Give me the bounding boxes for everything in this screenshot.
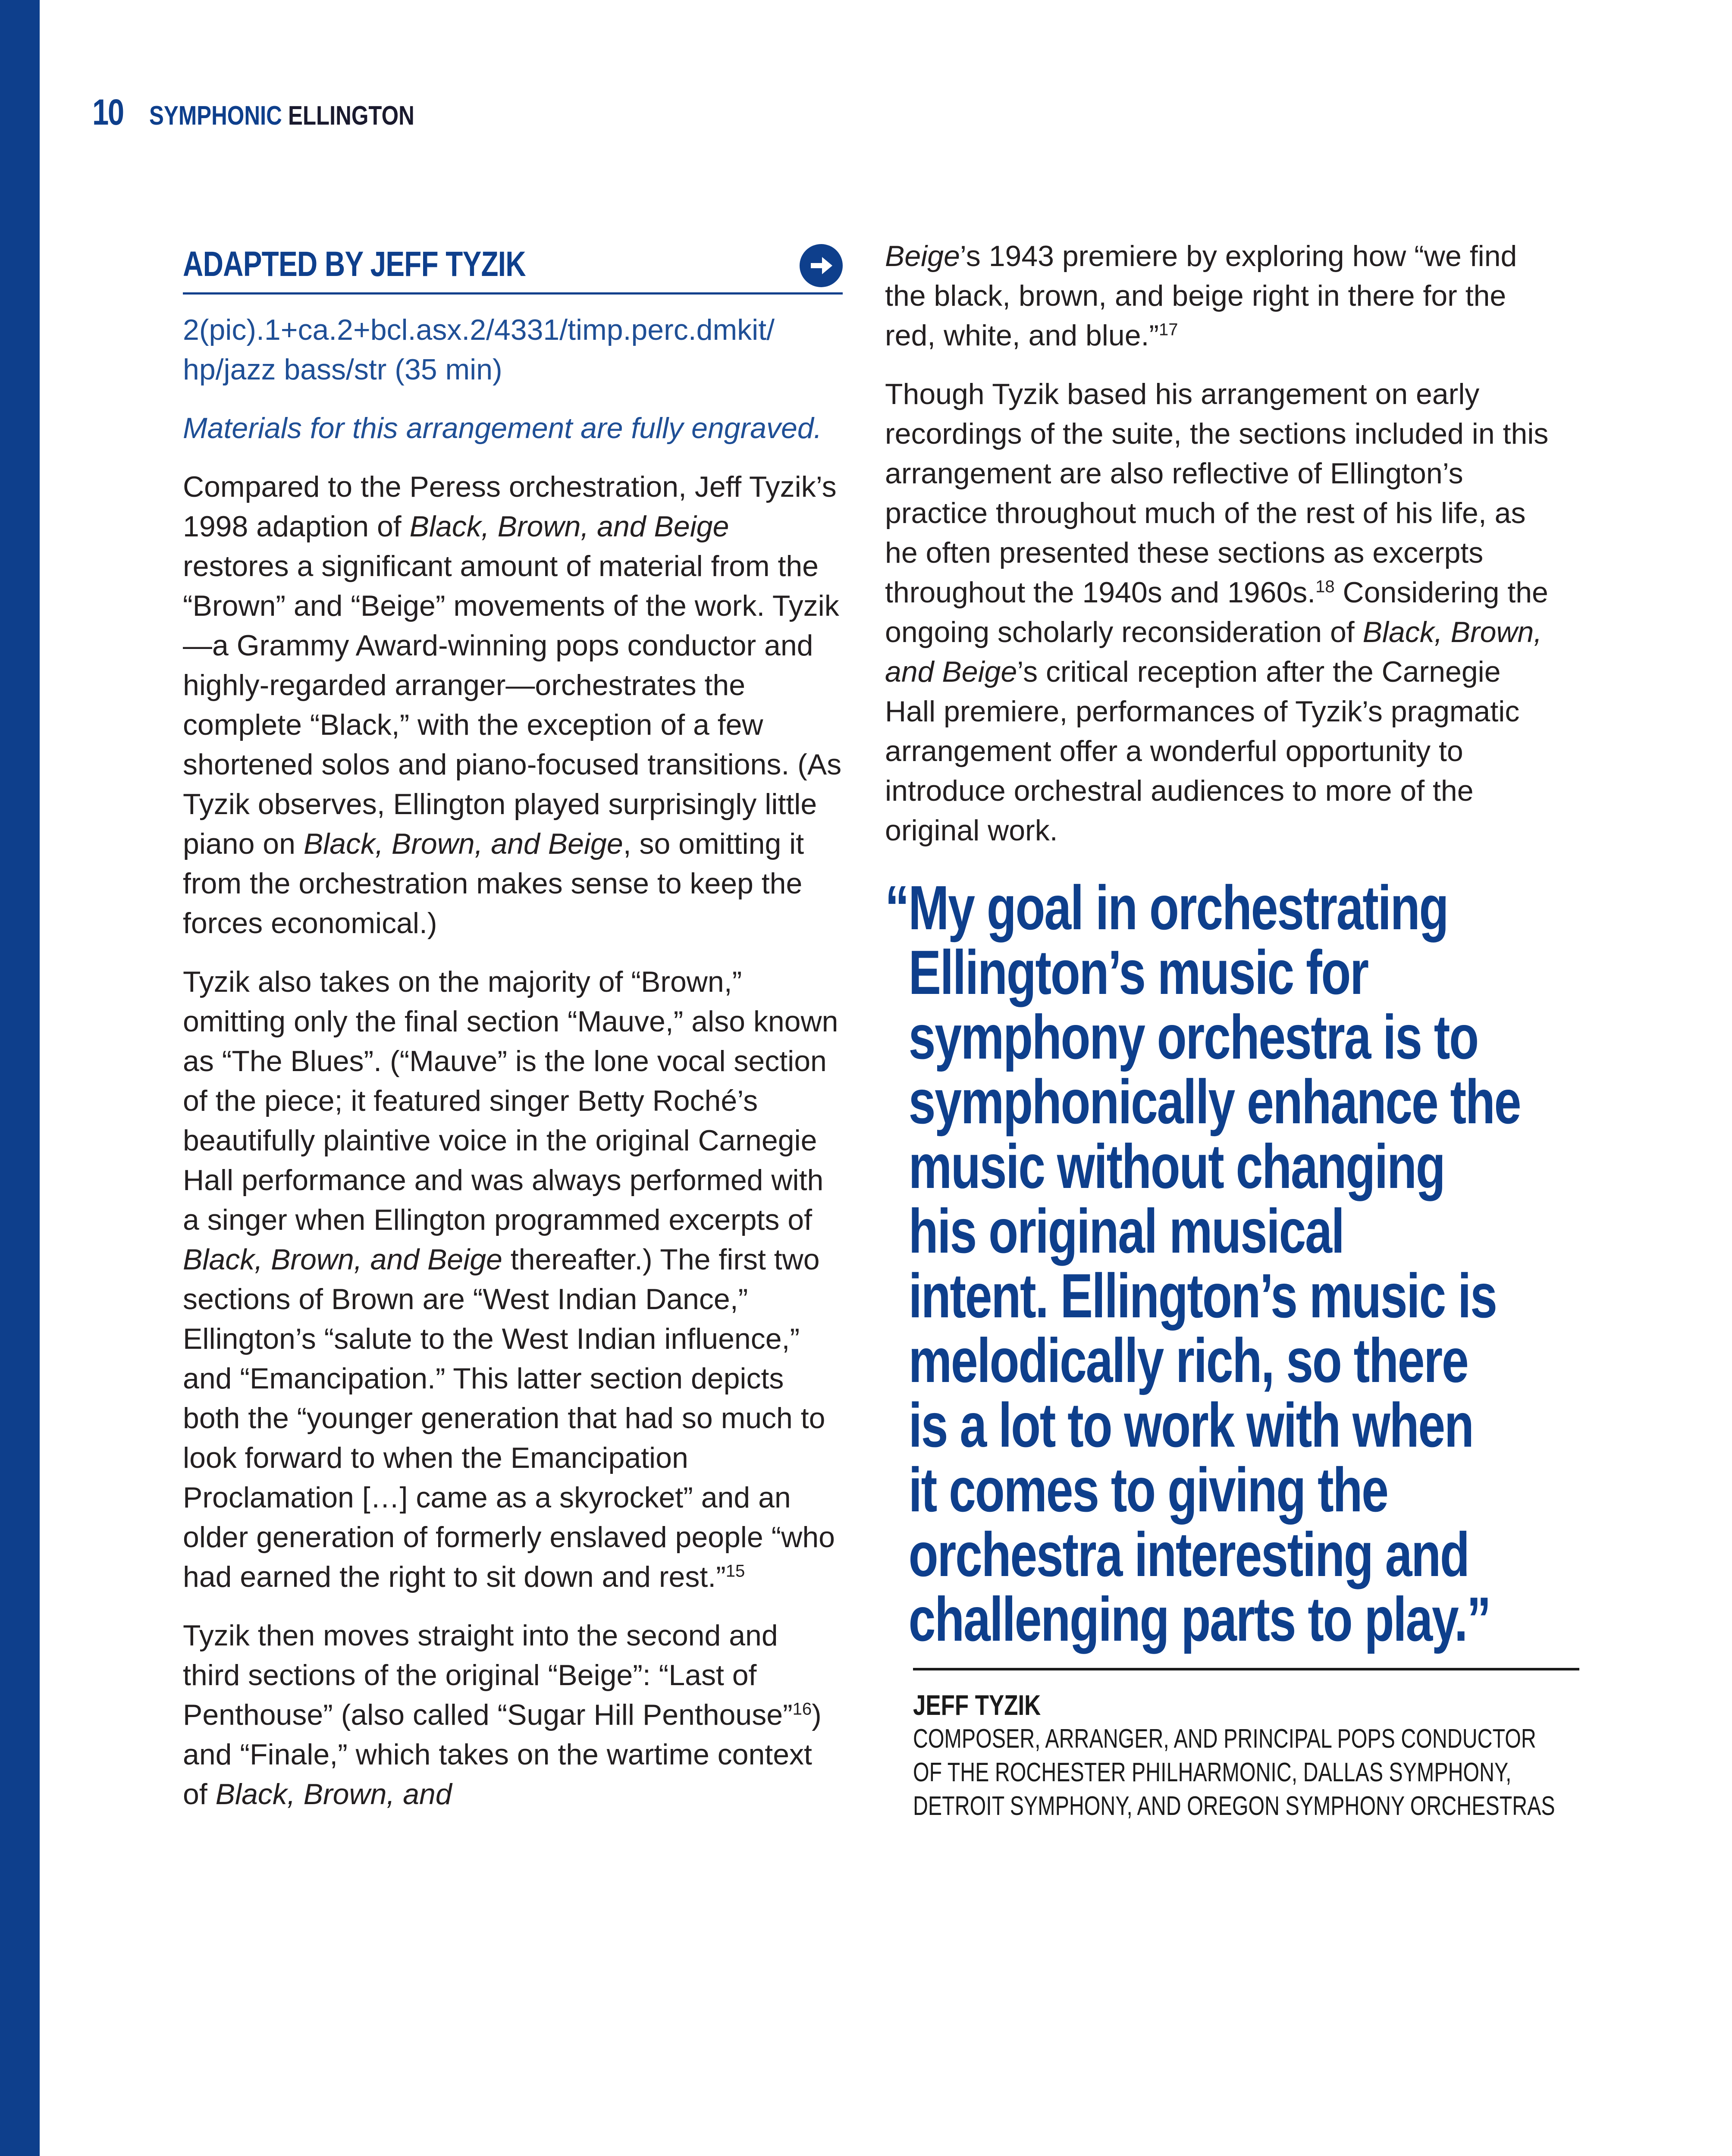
quote-line: Ellington’s music for (908, 937, 1368, 1007)
p1-text-c: restores a significant amount of material from the “Brown” and “Beige” movements of the work. Tyzik—a Grammy Award-winning pops conductor and highly-regarded arranger—orchestrates the complete “Black,” with the exception of a few shortened solos and piano-focused transitions. (As Tyzik observes, Ellington played surprisingly little piano on (183, 550, 842, 860)
p1-italic-title: Black, Brown, and Beige (409, 510, 729, 543)
attribution-role-line: COMPOSER, ARRANGER, AND PRINCIPAL POPS CONDUCTOR (913, 1724, 1536, 1754)
running-header (92, 91, 473, 130)
quote-line: melodically rich, so there (908, 1326, 1468, 1395)
body-paragraph-1 (183, 467, 843, 943)
running-title (149, 100, 414, 131)
pull-quote (885, 873, 1558, 1654)
p3-text-b: ) and “Finale,” which takes on the wartime context of (183, 1698, 822, 1811)
quote-line: is a lot to work with when (908, 1390, 1473, 1460)
body-paragraph-2 (183, 962, 843, 1597)
quote-line: his original musical (908, 1196, 1344, 1266)
p2-italic-title: Black, Brown, and Beige (183, 1243, 502, 1276)
quote-line: symphony orchestra is to (908, 1002, 1478, 1072)
page-number: 10 (92, 92, 123, 132)
quote-line: it comes to giving the (908, 1455, 1388, 1525)
arrow-right-glyph (807, 252, 835, 279)
materials-note: Materials for this arrangement are fully engraved. (183, 412, 822, 445)
quote-attribution (913, 1688, 1558, 1823)
footnote-ref-18[interactable]: 18 (1315, 577, 1335, 596)
attribution-role-line: OF THE ROCHESTER PHILHARMONIC, DALLAS SYMPHONY, (913, 1758, 1512, 1787)
running-title-part2: ELLINGTON (288, 101, 414, 131)
attribution-role-line: DETROIT SYMPHONY, AND OREGON SYMPHONY ORCHESTRAS (913, 1791, 1555, 1821)
quote-line: intent. Ellington’s music is (908, 1261, 1497, 1331)
p2-text-a: Tyzik also takes on the majority of “Brown,” omitting only the final section “Mauve,” also known as “The Blues”. (“Mauve” is the lone vocal section of the piece; it featured singer Betty Roché’s beautifully plaintive voice in the original Carnegie Hall performance and was always performed with a singer when Ellington programmed excerpts of (183, 965, 838, 1236)
side-color-bar (0, 0, 40, 2156)
p5-italic-title: Black, Brown, and Beige (885, 616, 1542, 688)
p1-text-a: Compared to the Peress orchestration, Jeff Tyzik’s 1998 adaption of (183, 470, 837, 543)
quote-line: music without changing (908, 1131, 1445, 1201)
running-title-part1: SYMPHONIC (149, 101, 282, 131)
p1-italic-title-2: Black, Brown, and Beige (303, 827, 623, 860)
p4-text-b: ’s 1943 premiere by exploring how “we find the black, brown, and beige right in there for the red, white, and blue.” (885, 240, 1517, 352)
quote-line: orchestra interesting and (908, 1520, 1469, 1589)
footnote-ref-16[interactable]: 16 (792, 1699, 812, 1719)
right-column (885, 236, 1558, 1823)
p5-text-d: ’s critical reception after the Carnegie Hall premiere, performances of Tyzik’s pragmatic arrangement offer a wonderful opportunity to introduce orchestral audiences to more of the original work. (885, 655, 1520, 847)
body-paragraph-5 (885, 374, 1558, 850)
section-heading (183, 241, 843, 295)
p4-italic: Beige (885, 240, 960, 273)
quote-line: “My goal in orchestrating (885, 873, 1448, 943)
footnote-ref-15[interactable]: 15 (725, 1561, 745, 1581)
p2-text-c: thereafter.) The first two sections of Brown are “West Indian Dance,” Ellington’s “salute to the West Indian influence,” and “Emancipation.” This latter section depicts both the “younger generation that had so much to look forward to when the Emancipation Proclamation […] came as a skyrocket” and an older generation of formerly enslaved people “who had earned the right to sit down and rest.” (183, 1243, 835, 1593)
p3-italic-title: Black, Brown, and (215, 1778, 452, 1811)
p1-text-e: , so omitting it from the orchestration makes sense to keep the forces economical.) (183, 827, 804, 940)
quote-divider (913, 1668, 1579, 1670)
footnote-ref-17[interactable]: 17 (1159, 320, 1178, 339)
quote-line: symphonically enhance the (908, 1067, 1521, 1137)
p3-text-a: Tyzik then moves straight into the second and third sections of the original “Beige”: “Last of Penthouse” (also called “Sugar Hill Penthouse” (183, 1619, 793, 1731)
body-paragraph-3 (183, 1616, 843, 1814)
body-paragraph-4 (885, 236, 1558, 355)
p5-text-a: Though Tyzik based his arrangement on early recordings of the suite, the sections included in this arrangement are also reflective of Ellington’s practice throughout much of the rest of his life, as he often presented these sections as excerpts throughout the 1940s and 1960s. (885, 378, 1549, 609)
arrow-right-circle-icon[interactable] (800, 244, 843, 287)
instrumentation: 2(pic).1+ca.2+bcl.asx.2/4331/timp.perc.dmkit/ hp/jazz bass/str (35 min) (183, 313, 775, 386)
attribution-name: JEFF TYZIK (913, 1689, 1041, 1721)
quote-line: challenging parts to play.” (908, 1584, 1490, 1654)
p5-text-b: Considering the ongoing scholarly reconsideration of (885, 576, 1548, 649)
left-column (183, 241, 843, 1833)
section-title: ADAPTED BY JEFF TYZIK (183, 244, 526, 284)
